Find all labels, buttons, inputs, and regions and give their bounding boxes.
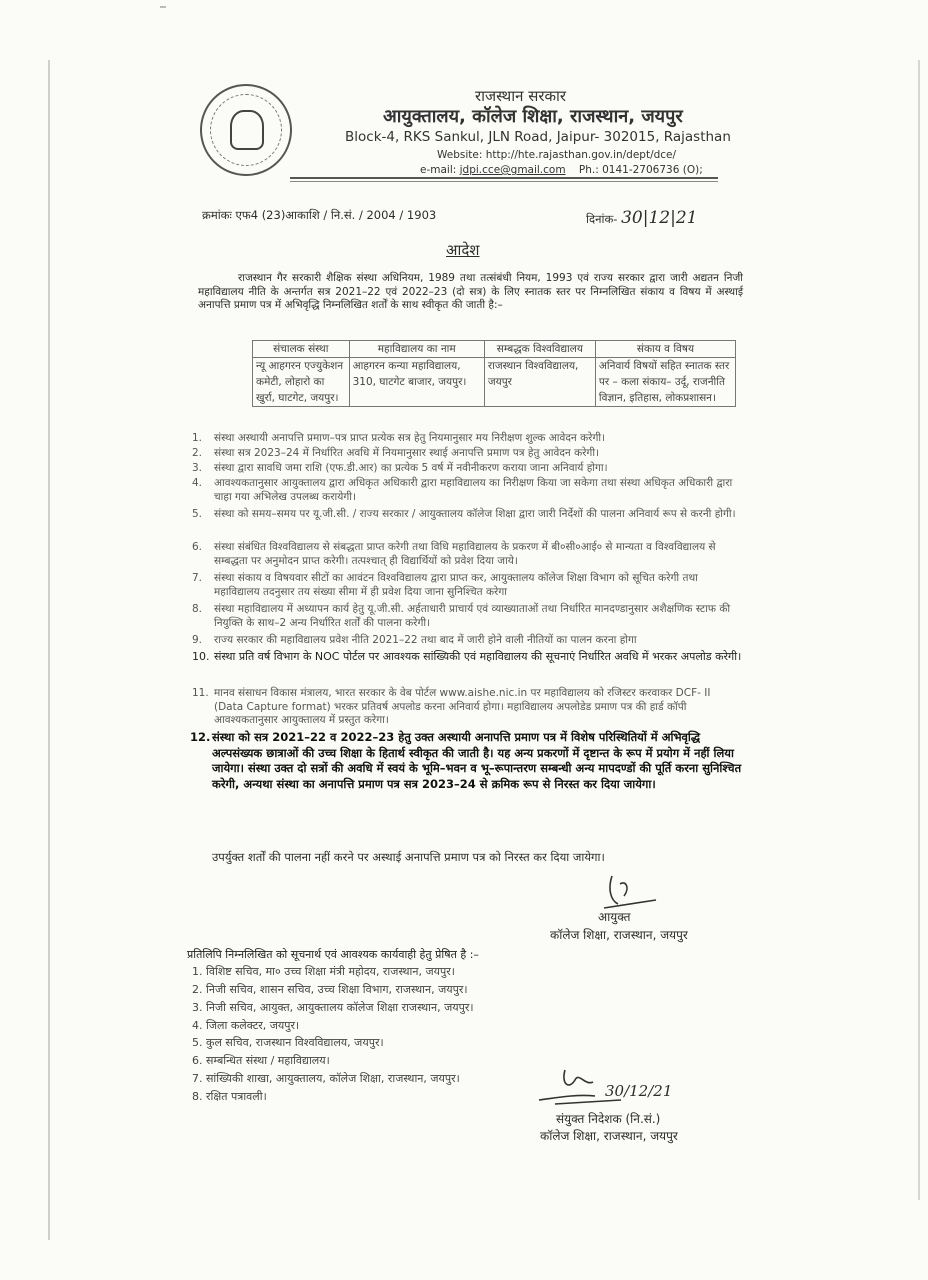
condition-number: 11. <box>192 687 209 699</box>
condition-text: आवश्यकतानुसार आयुक्तालय द्वारा अधिकृत अधिकारी द्वारा महाविद्यालय का निरीक्षण किया जा सकेगा तथा संस्था अधिकृत अधिकारी द्वारा चाहा गया अभिलेख उपलब्ध करायेगी। <box>214 477 733 503</box>
condition-number: 4. <box>192 477 203 489</box>
intro-paragraph: राजस्थान गैर सरकारी शैक्षिक संस्था अधिनियम, 1989 तथा तत्संबंधी नियम, 1993 एवं राज्य सरकार द्वारा जारी अद्यतन निजी महाविद्यालय नीति के अन्तर्गत सत्र 2021–22 एवं 2022–23 (दो सत्र) के लिए स्नातक स्तर पर निम्नलिखित संकाय व विषय में अस्थाई अनापत्ति प्रमाण पत्र में अभिवृद्धि निम्नलिखित शर्तों के साथ स्वीकृत की जाती है:– <box>198 272 743 311</box>
table-cell: राजस्थान विश्वविद्यालय, जयपुर <box>484 358 595 407</box>
table-row <box>253 358 736 407</box>
condition-item <box>192 432 742 446</box>
seal-emblem-icon <box>230 110 264 150</box>
condition-item <box>192 477 742 504</box>
copy-text: सम्बन्धित संस्था / महाविद्यालय। <box>206 1054 330 1067</box>
table-cell: न्यू आहगरन एज्युकेशन कमेटी, लोहारो का खुर्रा, घाटगेट, जयपुर। <box>253 358 350 407</box>
email-link[interactable]: jdpi.cce@gmail.com <box>459 164 566 176</box>
copy-heading: प्रतिलिपि निम्नलिखित को सूचनार्थ एवं आवश्यक कार्यवाही हेतु प्रेषित है :– <box>187 948 479 961</box>
condition-number: 2. <box>192 447 203 459</box>
scan-top-mark <box>160 6 166 8</box>
condition-text: संस्था द्वारा सावधि जमा राशि (एफ.डी.आर) का प्रत्येक 5 वर्ष में नवीनीकरण कराया जाना अनिवार्य होगा। <box>214 462 608 474</box>
condition-number: 12. <box>190 730 211 744</box>
date-label: दिनांक- <box>586 212 618 226</box>
header-gov: राजस्थान सरकार <box>475 87 567 105</box>
table-header-cell: संकाय व विषय <box>595 341 735 358</box>
phone: Ph.: 0141-2706736 (O); <box>578 164 703 176</box>
condition-item <box>192 634 742 648</box>
copy-number: 6. <box>192 1054 203 1067</box>
condition-text: संस्था को समय–समय पर यू.जी.सी. / राज्य सरकार / आयुक्तालय कॉलेज शिक्षा द्वारा जारी निर्देशों की पालना अनिवार्य रूप से करनी होगी। <box>214 508 736 520</box>
header-rule-thin <box>290 181 718 182</box>
copy-text: सांख्यिकी शाखा, आयुक्तालय, कॉलेज शिक्षा, राजस्थान, जयपुर। <box>206 1072 460 1085</box>
condition-item <box>190 730 745 792</box>
condition-text: संस्था संकाय व विषयवार सीटों का आवंटन विश्वविद्यालय द्वारा प्राप्त कर, आयुक्तालय कॉलेज शिक्षा विभाग को सूचित करेगी तथा महाविद्यालय तदनुसार तय संख्या सीमा में ही प्रवेश दिया जाना सुनिश्चित करेगा <box>214 572 698 598</box>
government-seal <box>200 84 292 176</box>
condition-item <box>192 447 742 461</box>
condition-number: 1. <box>192 432 203 444</box>
header-rule <box>290 177 718 179</box>
scan-left-edge <box>48 60 50 1240</box>
closing-note: उपर्युक्त शर्तों की पालना नहीं करने पर अस्थाई अनापत्ति प्रमाण पत्र को निरस्त कर दिया जायेगा। <box>212 850 605 864</box>
header-email-line <box>420 164 703 176</box>
condition-text: राज्य सरकार की महाविद्यालय प्रवेश नीति 2021–22 तथा बाद में जारी होने वाली नीतियों का पालन करना होगा <box>214 634 637 646</box>
signatory1-office: कॉलेज शिक्षा, राजस्थान, जयपुर <box>550 928 688 942</box>
condition-text: संस्था को सत्र 2021–22 व 2022–23 हेतु उक्त अस्थायी अनापत्ति प्रमाण पत्र में विशेष परिस्थितियों में अभिवृद्धि अल्पसंख्यक छात्राओं की उच्च शिक्षा के हितार्थ स्वीकृत की जाती है। यह अन्य प्रकरणों में दृष्टान्त के रूप में प्रयोग में नहीं लिया जायेगा। संस्था उक्त दो सत्रों की अवधि में स्वयं के भूमि–भवन व भू–रूपान्तरण सम्बन्धी अन्य मापदण्डों की पूर्ति करना सुनिश्चित करेगी, अन्यथा संस्था का अनापत्ति प्रमाण पत्र सत्र 2023–24 से क्रमिक रूप से निरस्त कर दिया जायेगा। <box>212 730 742 791</box>
condition-number: 9. <box>192 634 203 646</box>
list-item <box>192 1036 384 1050</box>
condition-item <box>192 572 742 599</box>
condition-item <box>192 541 742 568</box>
date-value: 30|12|21 <box>621 208 698 228</box>
copy-number: 1. <box>192 965 203 978</box>
condition-text: संस्था प्रति वर्ष विभाग के NOC पोर्टल पर आवश्यक सांख्यिकी एवं महाविद्यालय की सूचनाएं निर्धारित अवधि में भरकर अपलोड करेगी। <box>214 650 742 663</box>
copy-text: निजी सचिव, शासन सचिव, उच्च शिक्षा विभाग, राजस्थान, जयपुर। <box>206 983 468 996</box>
list-item <box>192 1001 474 1015</box>
header-address: Block-4, RKS Sankul, JLN Road, Jaipur- 302015, Rajasthan <box>345 129 731 145</box>
copy-text: जिला कलेक्टर, जयपुर। <box>206 1019 300 1032</box>
condition-number: 8. <box>192 603 203 615</box>
condition-number: 10. <box>192 650 210 663</box>
list-item <box>192 1090 267 1104</box>
order-title: आदेश <box>446 241 480 259</box>
condition-number: 3. <box>192 462 203 474</box>
copy-text: विशिष्ट सचिव, मा० उच्च शिक्षा मंत्री महोदय, राजस्थान, जयपुर। <box>206 965 455 978</box>
condition-number: 6. <box>192 541 203 553</box>
scan-right-edge <box>918 60 920 1200</box>
list-item <box>192 1054 330 1068</box>
copy-number: 4. <box>192 1019 203 1032</box>
college-table <box>252 340 736 407</box>
condition-item <box>192 508 742 522</box>
condition-text: संस्था अस्थायी अनापत्ति प्रमाण–पत्र प्राप्त प्रत्येक सत्र हेतु नियमानुसार मय निरीक्षण शुल्क आवेदन करेगी। <box>214 432 606 444</box>
sign-date: 30/12/21 <box>605 1082 673 1100</box>
header-website: Website: http://hte.rajasthan.gov.in/dept/dce/ <box>437 149 677 161</box>
copy-number: 8. <box>192 1090 203 1103</box>
signatory2-office: कॉलेज शिक्षा, राजस्थान, जयपुर <box>540 1129 678 1143</box>
copy-text: रक्षित पत्रावली। <box>206 1090 267 1103</box>
condition-text: संस्था महाविद्यालय में अध्यापन कार्य हेतु यू.जी.सी. अर्हताधारी प्राचार्य एवं व्याख्याताओं तथा निर्धारित मानदण्डानुसार अशैक्षणिक स्टाफ की नियुक्ति के साथ–2 अन्य निर्धारित शर्तों की पालना करेगी। <box>214 603 731 629</box>
copy-number: 2. <box>192 983 203 996</box>
table-header-cell: महाविद्यालय का नाम <box>349 341 484 358</box>
condition-item <box>192 603 742 630</box>
condition-item <box>192 462 742 476</box>
list-item <box>192 965 455 979</box>
condition-number: 7. <box>192 572 203 584</box>
table-header-row <box>253 341 736 358</box>
condition-item <box>192 687 742 728</box>
reference-number: क्रमांकः एफ4 (23)आकाशि / नि.सं. / 2004 / 1903 <box>202 208 437 222</box>
condition-text: मानव संसाधन विकास मंत्रालय, भारत सरकार के वेब पोर्टल www.aishe.nic.in पर महाविद्यालय को रजिस्टर करवाकर DCF- II (Data Capture format) भरकर प्रतिवर्ष अपलोड करना अनिवार्य होगा। महाविद्यालय अपलोडेड प्रमाण पत्र की हार्ड कॉपी आवश्यकतानुसार आयुक्तालय में प्रस्तुत करेगा। <box>214 687 711 726</box>
header-office: आयुक्तालय, कॉलेज शिक्षा, राजस्थान, जयपुर <box>383 106 683 127</box>
commissioner-signature <box>600 870 660 910</box>
copy-number: 7. <box>192 1072 203 1085</box>
table-cell: आहगरन कन्या महाविद्यालय, 310, घाटगेट बाजार, जयपुर। <box>349 358 484 407</box>
condition-text: संस्था संबंधित विश्वविद्यालय से संबद्धता प्राप्त करेगी तथा विधि महाविद्यालय के प्रकरण में बी०सी०आई० से मान्यता व विश्वविद्यालय से सम्बद्धता पर अनुमोदन प्राप्त करेगी। तत्पश्चात् ही विद्यार्थियों को प्रवेश दिया जाये। <box>214 541 716 567</box>
condition-item <box>192 650 742 664</box>
table-cell: अनिवार्य विषयों सहित स्नातक स्तर पर – कला संकाय– उर्दू, राजनीति विज्ञान, इतिहास, लोकप्रशासन। <box>595 358 735 407</box>
date-line <box>586 208 697 228</box>
table-header-cell: सम्बद्धक विश्वविद्यालय <box>484 341 595 358</box>
list-item <box>192 983 468 997</box>
copy-text: निजी सचिव, आयुक्त, आयुक्तालय कॉलेज शिक्षा राजस्थान, जयपुर। <box>206 1001 474 1014</box>
copy-number: 5. <box>192 1036 203 1049</box>
email-label: e-mail: <box>420 164 457 176</box>
copy-text: कुल सचिव, राजस्थान विश्वविद्यालय, जयपुर। <box>206 1036 384 1049</box>
condition-number: 5. <box>192 508 203 520</box>
signatory1-title: आयुक्त <box>598 910 631 924</box>
list-item <box>192 1072 460 1086</box>
list-item <box>192 1019 299 1033</box>
signatory2-title: संयुक्त निदेशक (नि.सं.) <box>556 1112 661 1126</box>
table-header-cell: संचालक संस्था <box>253 341 350 358</box>
condition-text: संस्था सत्र 2023–24 में निर्धारित अवधि में नियमानुसार स्थाई अनापत्ति प्रमाण पत्र हेतु आवेदन करेगी। <box>214 447 600 459</box>
copy-number: 3. <box>192 1001 203 1014</box>
